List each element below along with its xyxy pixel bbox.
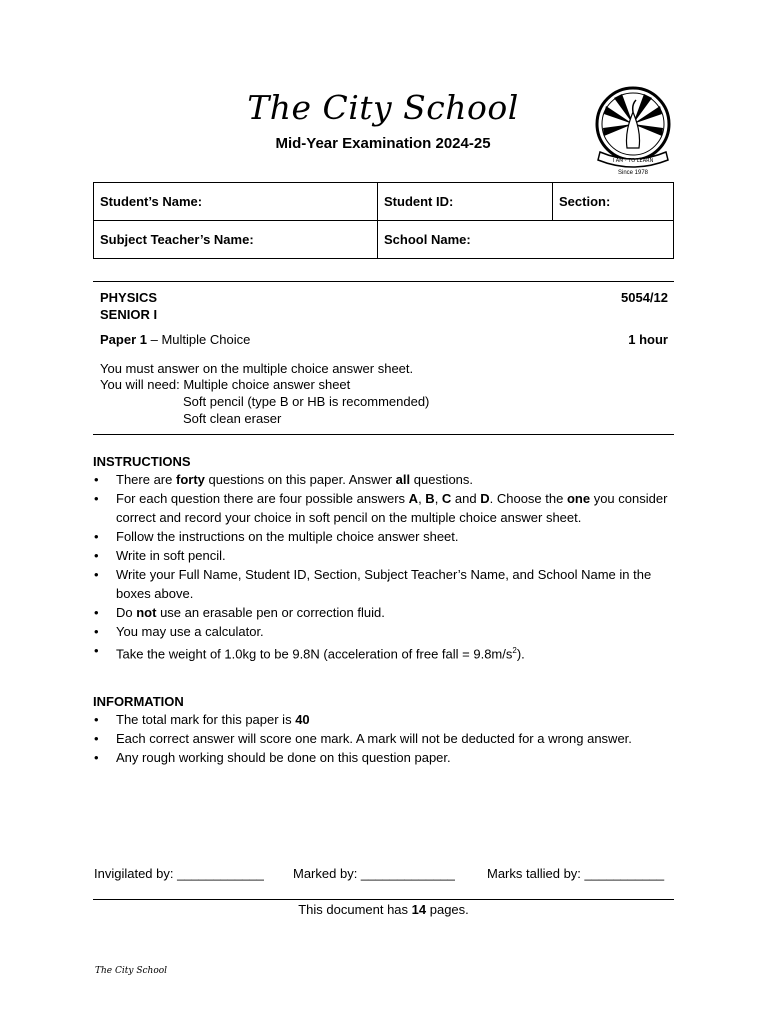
- list-item: • Each correct answer will score one mark. A mark will not be deducted for a wrong answer.: [93, 729, 673, 748]
- need-label: You will need: Multiple choice answer sheet: [100, 377, 351, 392]
- invigilated-by-field[interactable]: Invigilated by: ____________: [94, 866, 264, 881]
- logo-since-text: Since 1978: [617, 170, 649, 176]
- paper-label: Paper 1: [100, 332, 147, 347]
- list-item: • There are forty questions on this paper. Answer all questions.: [93, 470, 673, 489]
- list-item: • You may use a calculator.: [93, 622, 673, 641]
- subject-teacher-cell[interactable]: [94, 221, 378, 259]
- paper-type: – Multiple Choice: [150, 332, 251, 347]
- list-item: • The total mark for this paper is 40: [93, 710, 673, 729]
- marked-by-field[interactable]: Marked by: _____________: [293, 866, 455, 881]
- need-item-eraser: Soft clean eraser: [183, 411, 282, 426]
- paper-duration: 1 hour: [628, 332, 668, 347]
- level-row: [100, 307, 668, 322]
- paper-row: [100, 332, 668, 347]
- student-id-label: Student ID:: [384, 194, 454, 209]
- list-item: • Write your Full Name, Student ID, Section, Subject Teacher’s Name, and School Name in the boxes above.: [93, 565, 673, 603]
- information-list: [93, 710, 673, 767]
- divider-bottom: [93, 434, 674, 435]
- school-crest-icon: [592, 86, 674, 170]
- exam-title: Mid-Year Examination 2024-25: [275, 135, 491, 152]
- marks-tallied-field[interactable]: Marks tallied by: ___________: [487, 866, 665, 881]
- answer-note: You must answer on the multiple choice answer sheet.: [100, 361, 414, 376]
- footer-school-name: The City School: [95, 966, 168, 976]
- student-name-cell[interactable]: [94, 183, 378, 221]
- student-id-cell[interactable]: [378, 183, 553, 221]
- list-item: • Any rough working should be done on this question paper.: [93, 748, 673, 767]
- information-title: INFORMATION: [93, 694, 184, 709]
- page-count-note: This document has 14 pages.: [298, 902, 469, 917]
- section-cell[interactable]: [553, 183, 674, 221]
- section-label: Section:: [559, 194, 611, 209]
- subject-teacher-label: Subject Teacher’s Name:: [100, 232, 254, 247]
- paper-code: 5054/12: [621, 290, 668, 305]
- list-item: • Write in soft pencil.: [93, 546, 673, 565]
- subject-name: PHYSICS: [100, 290, 158, 305]
- school-name-label: School Name:: [384, 232, 471, 247]
- divider-footer: [93, 899, 674, 900]
- list-item: • For each question there are four possible answers A, B, C and D. Choose the one you consider correct and record your choice in soft pencil on the multiple choice answer sheet.: [93, 489, 673, 527]
- divider-top: [93, 281, 674, 282]
- list-item: • Do not use an erasable pen or correction fluid.: [93, 603, 673, 622]
- need-item-pencil: Soft pencil (type B or HB is recommended): [183, 394, 430, 409]
- instructions-title: INSTRUCTIONS: [93, 454, 191, 469]
- list-item: • Follow the instructions on the multiple choice answer sheet.: [93, 527, 673, 546]
- svg-text:I AM · TO LEARN: I AM · TO LEARN: [612, 158, 654, 164]
- student-info-table: [93, 182, 674, 259]
- school-logo: [592, 86, 674, 182]
- instructions-list: [93, 470, 673, 663]
- list-item: • Take the weight of 1.0kg to be 9.8N (acceleration of free fall = $9.8m/s^2$).: [93, 641, 673, 663]
- student-name-label: Student’s Name:: [100, 194, 203, 209]
- subject-row: [100, 290, 668, 305]
- level-name: SENIOR I: [100, 307, 158, 322]
- school-name-title: The City School: [247, 88, 519, 127]
- school-name-cell[interactable]: [378, 221, 674, 259]
